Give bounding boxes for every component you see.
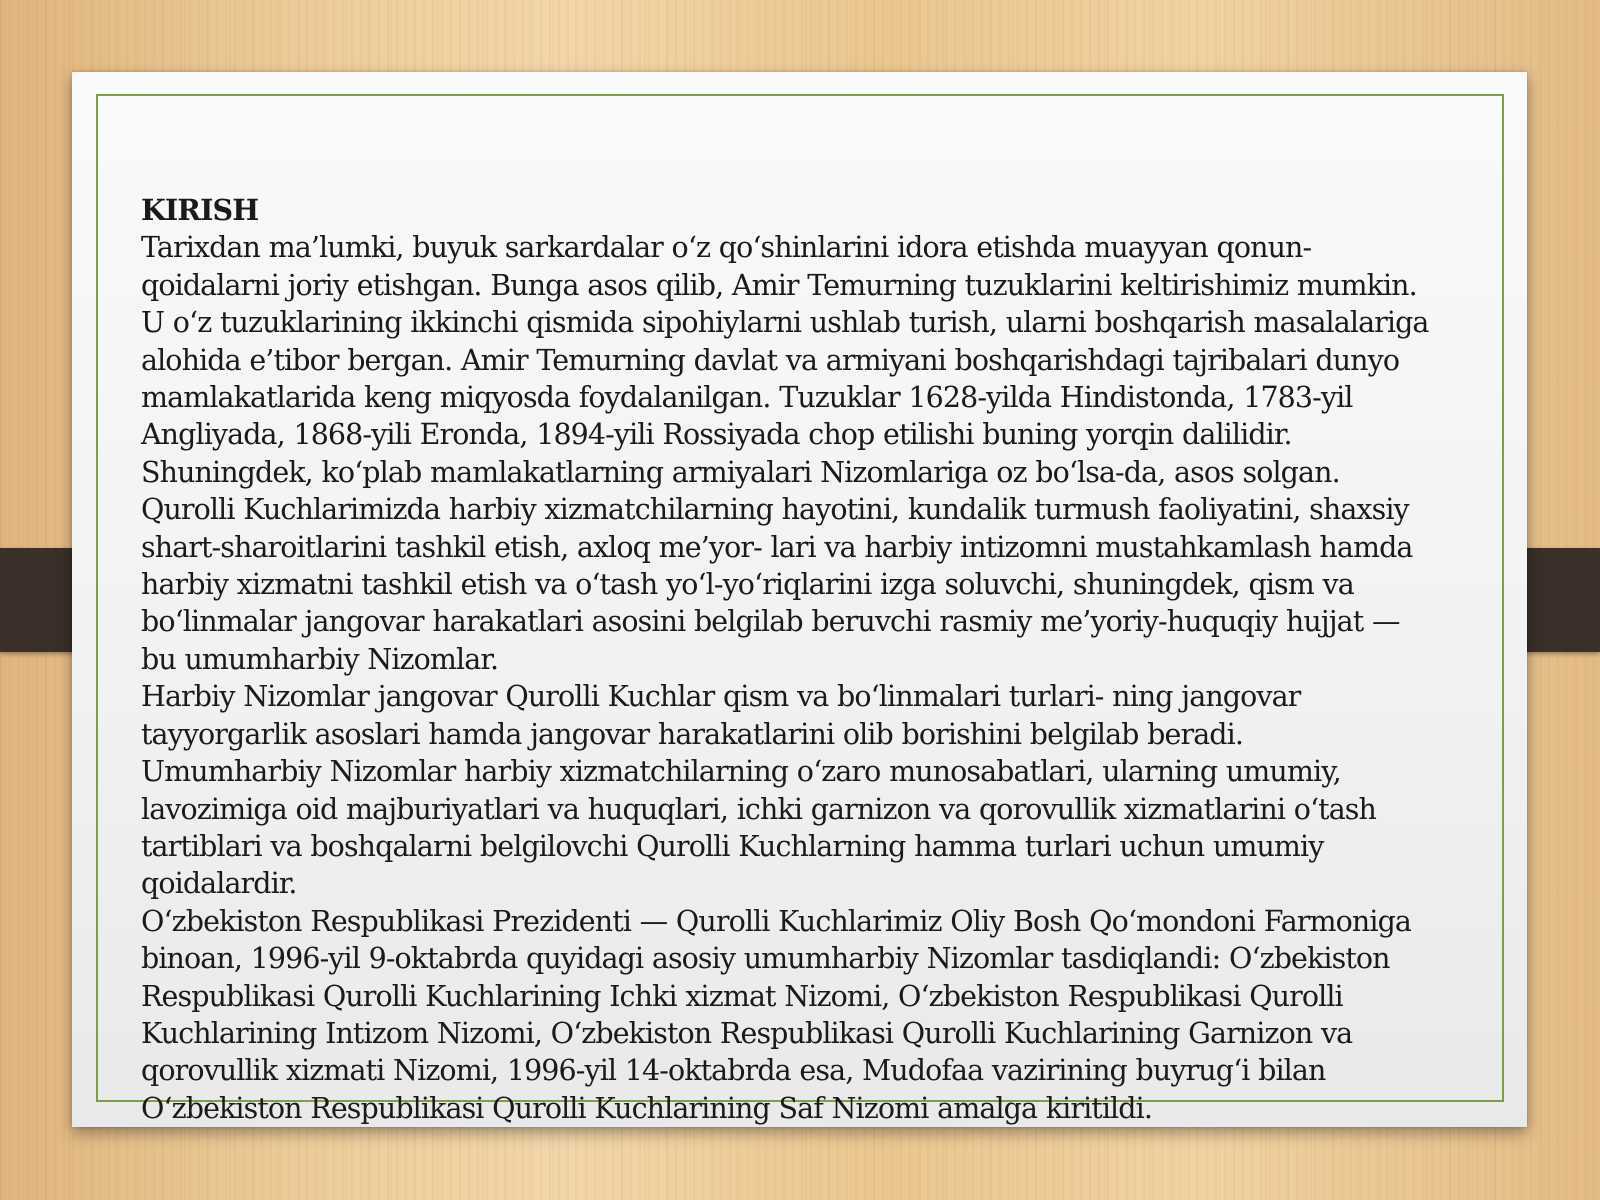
paragraph-combat-regulations: Harbiy Nizomlar jangovar Qurolli Kuchlar qism va bo‘linmalari turlari- ning jangovar tayyorgarlik asoslari hamda jangovar harakatlarini olib borishini belgilab beradi.: [141, 680, 1301, 751]
paragraph-adoption: O‘zbekiston Respublikasi Prezidenti — Qurolli Kuchlarimiz Oliy Bosh Qo‘mondoni Farmoniga binoan, 1996-yil 9-oktabrda quyidagi asosiy umumharbiy Nizomlar tasdiqlandi: O‘zbekiston Respublikasi Qurolli Kuchlarining Ichki xizmat Nizomi, O‘zbekiston Respublikasi Qurolli Kuchlarining Intizom Nizomi, O‘zbekiston Respublikasi Qurolli Kuchlarining Garnizon va qorovullik xizmati Nizomi, 1996-yil 14-oktabrda esa, Mudofaa vazirining buyrug‘i bilan O‘zbekiston Respublikasi Qurolli Kuchlarining Saf Nizomi amalga kiritildi.: [141, 904, 1412, 1125]
slide-content: [141, 192, 1441, 1127]
paragraph-history: Tarixdan ma’lumki, buyuk sarkardalar o‘z qo‘shinlarini idora etishda muayyan qonun-qoidalarni joriy etishgan. Bunga asos qilib, Amir Temurning tuzuklarini keltirishimiz mumkin. U o‘z tuzuklarining ikkinchi qismida sipohiylarni ushlab turish, ularni boshqarish masalalariga alohida e’tibor bergan. Amir Temurning davlat va armiyani boshqarishdagi tajribalari dunyo mamlakatlarida keng miqyosda foydalanilgan. Tuzuklar 1628-yilda Hindistonda, 1783-yil Angliyada, 1868-yili Eronda, 1894-yili Rossiyada chop etilishi buning yorqin dalilidir. Shuningdek, ko‘plab mamlakatlarning armiyalari Nizomlariga oz bo‘lsa-da, asos solgan.: [141, 231, 1429, 489]
paragraph-definition: Qurolli Kuchlarimizda harbiy xizmatchilarning hayotini, kundalik turmush faoliyatini, shaxsiy shart-sharoitlarini tashkil etish, axloq me’yor- lari va harbiy intizomni mustahkamlash hamda harbiy xizmatni tashkil etish va o‘tash yo‘l-yo‘riqlarini izga soluvchi, shuningdek, qism va bo‘linmalar jangovar harakatlari asosini belgilab beruvchi rasmiy me’yoriy-huquqiy hujjat — bu umumharbiy Nizomlar.: [141, 493, 1413, 676]
paragraph-general-regulations: Umumharbiy Nizomlar harbiy xizmatchilarning o‘zaro munosabatlari, ularning umumiy, lavozimiga oid majburiyatlari va huquqlari, ichki garnizon va qorovullik xizmatlarini o‘tash tartiblari va boshqalarni belgilovchi Qurolli Kuchlarning hamma turlari uchun umumiy qoidalardir.: [141, 755, 1376, 901]
slide-heading: KIRISH: [141, 193, 259, 227]
